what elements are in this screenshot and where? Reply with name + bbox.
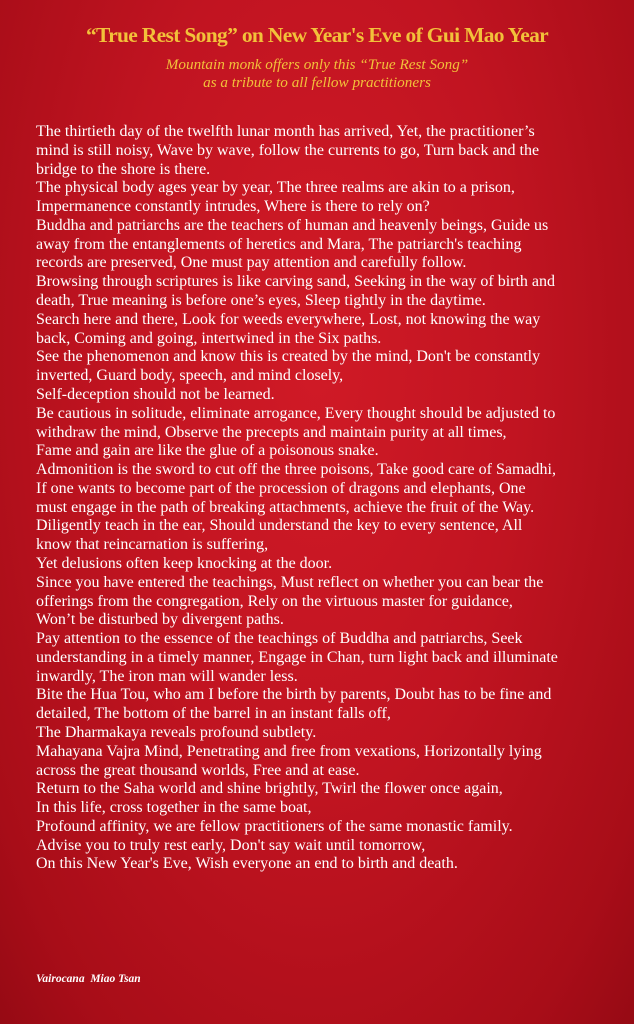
song-line: See the phenomenon and know this is created by the mind, Don't be constantly (36, 348, 541, 366)
song-line: Impermanence constantly intrudes, Where is there to rely on? (36, 198, 430, 216)
song-line: away from the entanglements of heretics and Mara, The patriarch's teaching (36, 235, 522, 253)
song-body (36, 123, 616, 874)
song-line: bridge to the shore is there. (36, 160, 211, 178)
song-line: The thirtieth day of the twelfth lunar month has arrived, Yet, the practitioner’s (36, 123, 535, 140)
song-line: Yet delusions often keep knocking at the door. (36, 554, 333, 572)
song-line: Since you have entered the teachings, Must reflect on whether you can bear the (36, 573, 544, 591)
song-line: mind is still noisy, Wave by wave, follow the currents to go, Turn back and the (36, 141, 540, 159)
song-line: inwardly, The iron man will wander less. (36, 667, 298, 685)
song-line: Mahayana Vajra Mind, Penetrating and free from vexations, Horizontally lying (36, 742, 542, 760)
song-line: Return to the Saha world and shine brightly, Twirl the flower once again, (36, 780, 503, 798)
song-line: detailed, The bottom of the barrel in an instant falls off, (36, 705, 391, 723)
song-line: Pay attention to the essence of the teachings of Buddha and patriarchs, Seek (36, 630, 523, 648)
song-line: Self-deception should not be learned. (36, 385, 275, 403)
author-signature: Vairocana Miao Tsan (36, 973, 141, 985)
song-line: inverted, Guard body, speech, and mind closely, (36, 367, 344, 385)
song-line: records are preserved, One must pay attention and carefully follow. (36, 254, 467, 272)
song-line: Won’t be disturbed by divergent paths. (36, 611, 284, 629)
song-line: The Dharmakaya reveals profound subtlety. (36, 724, 317, 741)
song-line: back, Coming and going, intertwined in the Six paths. (36, 329, 382, 347)
song-line: death, True meaning is before one’s eyes, Sleep tightly in the daytime. (36, 292, 486, 310)
subtitle-line-2: as a tribute to all fellow practitioners (203, 74, 431, 91)
song-line: Buddha and patriarchs are the teachers of human and heavenly beings, Guide us (36, 216, 549, 234)
song-line: Bite the Hua Tou, who am I before the birth by parents, Doubt has to be fine and (36, 686, 552, 704)
song-line: Admonition is the sword to cut off the three poisons, Take good care of Samadhi, (36, 461, 556, 479)
subtitle-line-1: Mountain monk offers only this “True Rest Song” (165, 56, 469, 73)
song-line: Browsing through scriptures is like carving sand, Seeking in the way of birth and (36, 273, 556, 291)
song-line: If one wants to become part of the procession of dragons and elephants, One (36, 479, 526, 497)
song-line: withdraw the mind, Observe the precepts and maintain purity at all times, (36, 423, 507, 441)
song-line: across the great thousand worlds, Free and at ease. (36, 761, 360, 779)
song-line: Be cautious in solitude, eliminate arrogance, Every thought should be adjusted to (36, 404, 556, 422)
song-line: must engage in the path of breaking attachments, achieve the fruit of the Way. (36, 498, 535, 516)
song-line: Diligently teach in the ear, Should understand the key to every sentence, All (36, 517, 523, 535)
song-line: Advise you to truly rest early, Don't say wait until tomorrow, (36, 836, 426, 854)
song-line: Search here and there, Look for weeds everywhere, Lost, not knowing the way (36, 310, 541, 328)
dedication-subtitle (0, 56, 634, 92)
song-line: The physical body ages year by year, The three realms are akin to a prison, (36, 179, 515, 197)
song-line: offerings from the congregation, Rely on the virtuous master for guidance, (36, 592, 513, 610)
song-line: In this life, cross together in the same boat, (36, 799, 312, 817)
page-title: “True Rest Song” on New Year's Eve of Gui Mao Year (85, 23, 549, 47)
song-line: On this New Year's Eve, Wish everyone an end to birth and death. (36, 855, 458, 873)
song-line: know that reincarnation is suffering, (36, 536, 269, 554)
song-line: Profound affinity, we are fellow practitioners of the same monastic family. (36, 817, 513, 835)
song-line: Fame and gain are like the glue of a poisonous snake. (36, 442, 379, 460)
song-line: understanding in a timely manner, Engage in Chan, turn light back and illuminate (36, 648, 558, 666)
